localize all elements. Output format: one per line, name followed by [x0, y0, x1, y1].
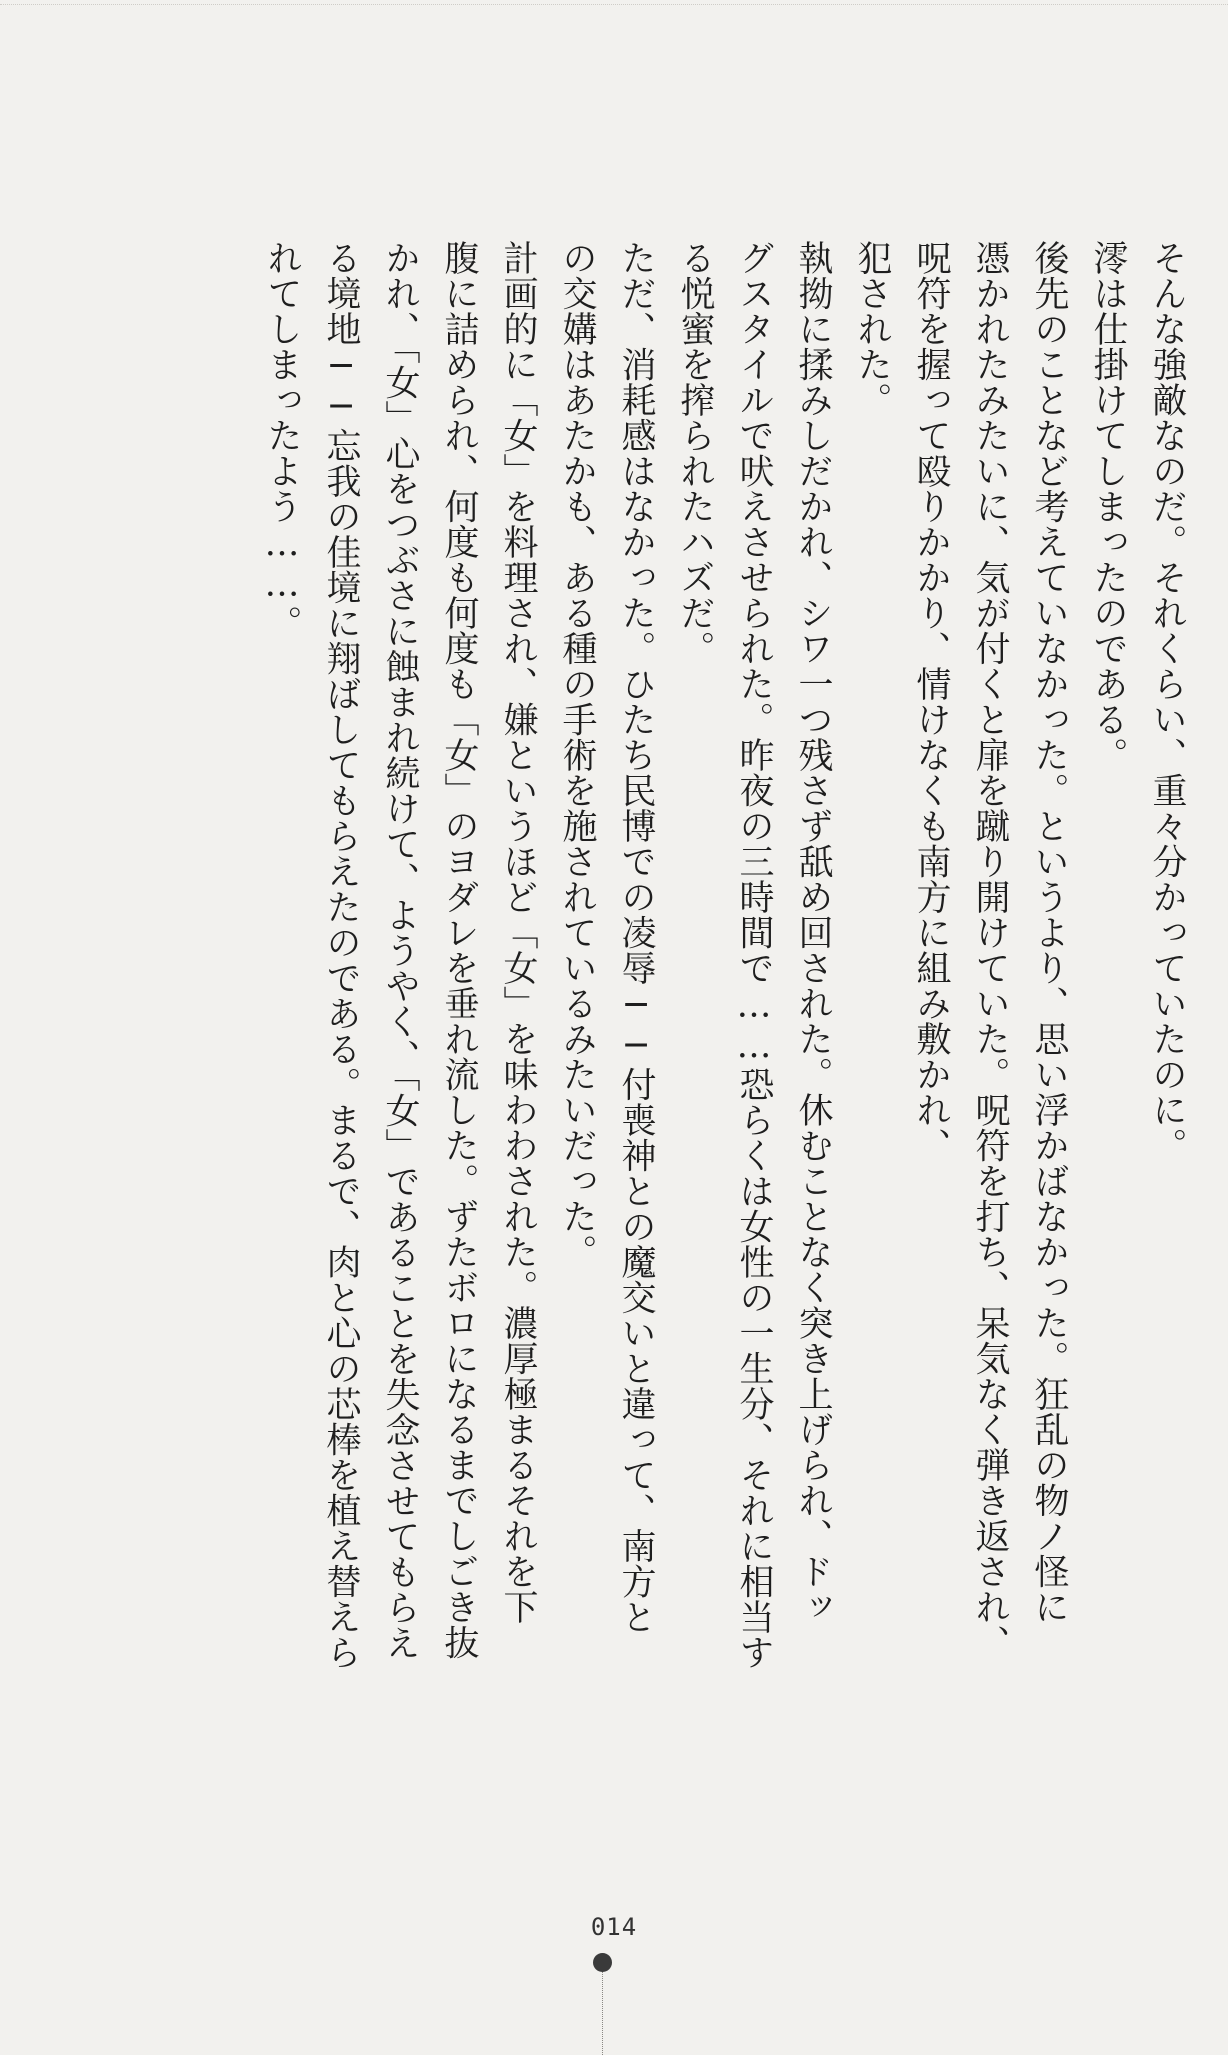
text-line: 澪は仕掛けてしまったのである。: [1088, 240, 1128, 773]
text-line: の交媾はあたかも、ある種の手術を施されているみたいだった。: [557, 240, 597, 1270]
text-line: 後先のことなど考えていなかった。というより、思い浮かばなかった。狂乱の物ノ怪に: [1029, 240, 1069, 1625]
top-edge-rule: [0, 4, 1228, 5]
text-line: 犯された。: [852, 240, 892, 418]
text-line: る境地──忘我の佳境に翔ばしてもらえたのである。まるで、肉と心の芯棒を植え替えら: [321, 240, 361, 1670]
text-line: 執拗に揉みしだかれ、シワ一つ残さず舐め回された。休むことなく突き上げられ、ドッ: [793, 240, 833, 1625]
text-line: そんな強敵なのだ。それくらい、重々分かっていたのに。: [1147, 240, 1187, 1163]
text-line: る悦蜜を搾られたハズだ。: [675, 240, 715, 666]
text-line: グスタイルで吠えさせられた。昨夜の三時間で……恐らくは女性の一生分、それに相当す: [734, 240, 774, 1670]
text-line: れてしまったよう……。: [262, 240, 302, 641]
page-marker-dot: [593, 1953, 612, 1972]
text-line: 腹に詰められ、何度も何度も「女」のヨダレを垂れ流した。ずたボロになるまでしごき抜: [439, 240, 479, 1660]
text-line: 憑かれたみたいに、気が付くと扉を蹴り開けていた。呪符を打ち、呆気なく弾き返され、: [970, 240, 1010, 1660]
page-number: 014: [590, 1913, 638, 1941]
text-line: 計画的に「女」を料理され、嫌というほど「女」を味わわされた。濃厚極まるそれを下: [498, 240, 538, 1625]
vertical-body-text: [196, 240, 1196, 1720]
text-line: かれ、「女」心をつぶさに蝕まれ続けて、ようやく、「女」であることを失念させてもらえ: [380, 240, 420, 1661]
page-marker-stem: [602, 1972, 603, 2055]
text-line: ただ、消耗感はなかった。ひたち民博での凌辱──付喪神との魔交いと違って、南方と: [616, 240, 656, 1635]
text-line: 呪符を握って殴りかかり、情けなくも南方に組み敷かれ、: [911, 240, 951, 1163]
